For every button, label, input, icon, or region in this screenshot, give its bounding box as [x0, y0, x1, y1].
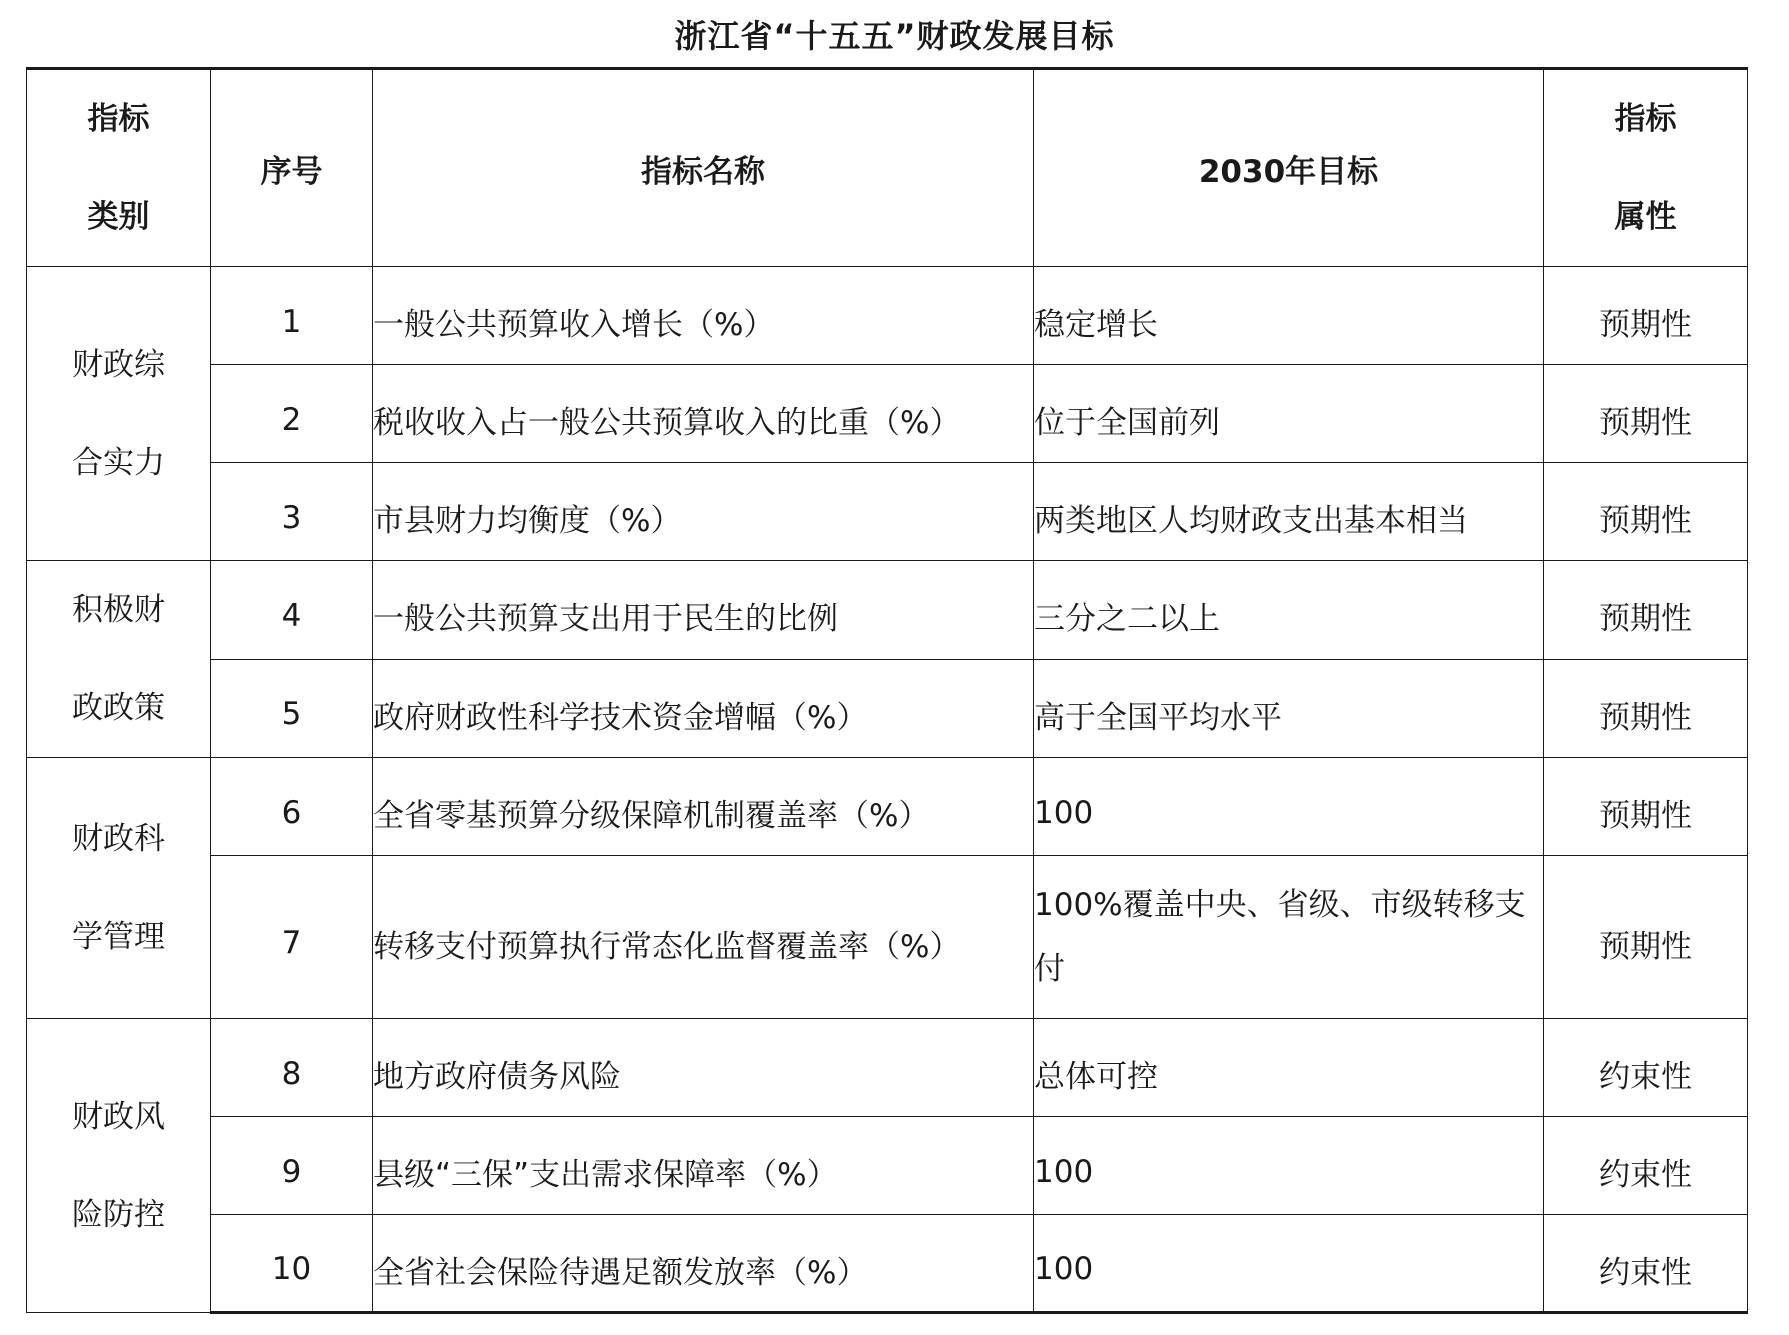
target-cell: 100%覆盖中央、省级、市级转移支付: [1034, 856, 1544, 1019]
indicator-name: 地方政府债务风险: [373, 1019, 1034, 1117]
indicator-name: 转移支付预算执行常态化监督覆盖率（%）: [373, 856, 1034, 1019]
indicator-name: 全省零基预算分级保障机制覆盖率（%）: [373, 758, 1034, 856]
target-cell: 位于全国前列: [1034, 365, 1544, 463]
header-target: 2030年目标: [1034, 69, 1544, 267]
indicator-name: 税收收入占一般公共预算收入的比重（%）: [373, 365, 1034, 463]
target-cell: 100: [1034, 1215, 1544, 1313]
table-row: [27, 463, 1748, 561]
table-row: [27, 659, 1748, 758]
indicator-name: 一般公共预算收入增长（%）: [373, 267, 1034, 365]
table-row: [27, 856, 1748, 1019]
target-cell: 总体可控: [1034, 1019, 1544, 1117]
seq-cell: 5: [211, 659, 373, 758]
target-cell: 高于全国平均水平: [1034, 659, 1544, 758]
attribute-cell: 约束性: [1544, 1019, 1748, 1117]
attribute-cell: 预期性: [1544, 561, 1748, 660]
table-row: [27, 365, 1748, 463]
attribute-cell: 约束性: [1544, 1215, 1748, 1313]
seq-cell: 9: [211, 1117, 373, 1215]
header-row: [27, 69, 1748, 267]
attribute-cell: 预期性: [1544, 267, 1748, 365]
target-cell: 稳定增长: [1034, 267, 1544, 365]
table-row: [27, 758, 1748, 856]
attribute-cell: 预期性: [1544, 659, 1748, 758]
category-cell: 财政风 险防控: [27, 1019, 211, 1313]
target-cell: 100: [1034, 758, 1544, 856]
indicator-name: 政府财政性科学技术资金增幅（%）: [373, 659, 1034, 758]
attribute-cell: 预期性: [1544, 856, 1748, 1019]
category-cell: 财政科 学管理: [27, 758, 211, 1019]
seq-cell: 1: [211, 267, 373, 365]
seq-cell: 8: [211, 1019, 373, 1117]
indicator-name: 市县财力均衡度（%）: [373, 463, 1034, 561]
seq-cell: 10: [211, 1215, 373, 1313]
seq-cell: 3: [211, 463, 373, 561]
header-category: 指标 类别: [27, 69, 211, 267]
fiscal-targets-table: [26, 67, 1748, 1314]
indicator-name: 一般公共预算支出用于民生的比例: [373, 561, 1034, 660]
attribute-cell: 预期性: [1544, 758, 1748, 856]
table-title: 浙江省“十五五”财政发展目标: [674, 17, 1115, 55]
header-attr: 指标 属性: [1544, 69, 1748, 267]
table-row: [27, 1117, 1748, 1215]
table-row: [27, 1215, 1748, 1313]
indicator-name: 县级“三保”支出需求保障率（%）: [373, 1117, 1034, 1215]
target-cell: 三分之二以上: [1034, 561, 1544, 660]
attribute-cell: 预期性: [1544, 365, 1748, 463]
target-cell: 两类地区人均财政支出基本相当: [1034, 463, 1544, 561]
category-cell: 积极财 政政策: [27, 561, 211, 758]
target-cell: 100: [1034, 1117, 1544, 1215]
category-cell: 财政综 合实力: [27, 267, 211, 561]
attribute-cell: 约束性: [1544, 1117, 1748, 1215]
header-seq: 序号: [211, 69, 373, 267]
indicator-name: 全省社会保险待遇足额发放率（%）: [373, 1215, 1034, 1313]
table-row: [27, 267, 1748, 365]
header-name: 指标名称: [373, 69, 1034, 267]
seq-cell: 7: [211, 856, 373, 1019]
table-row: [27, 561, 1748, 660]
table-row: [27, 1019, 1748, 1117]
attribute-cell: 预期性: [1544, 463, 1748, 561]
seq-cell: 2: [211, 365, 373, 463]
seq-cell: 4: [211, 561, 373, 660]
seq-cell: 6: [211, 758, 373, 856]
